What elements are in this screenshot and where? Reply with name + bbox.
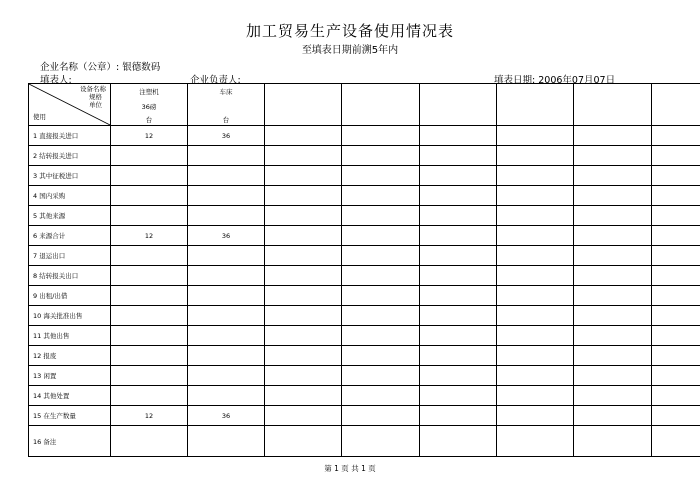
value-cell (111, 306, 188, 326)
value-cell (574, 306, 652, 326)
value-cell (420, 406, 497, 426)
manager-label: 企业负责人: (190, 75, 241, 86)
row-label: 5 其他来源 (29, 206, 111, 226)
value-cell (574, 326, 652, 346)
value-cell (652, 206, 700, 226)
value-cell: 36 (188, 406, 265, 426)
value-cell (420, 266, 497, 286)
row-label: 10 海关批准出售 (29, 306, 111, 326)
table-row (29, 126, 700, 146)
value-cell: 12 (111, 226, 188, 246)
value-cell (342, 226, 420, 246)
value-cell (497, 406, 574, 426)
row-label: 2 结转报关进口 (29, 146, 111, 166)
value-cell (497, 246, 574, 266)
row-label: 7 退运出口 (29, 246, 111, 266)
column-header-5 (420, 84, 497, 126)
value-cell (188, 346, 265, 366)
value-cell (497, 206, 574, 226)
value-cell (111, 266, 188, 286)
value-cell (497, 326, 574, 346)
value-cell (497, 306, 574, 326)
value-cell (497, 226, 574, 246)
value-cell (420, 146, 497, 166)
value-cell (574, 426, 652, 457)
value-cell (652, 426, 700, 457)
value-cell (420, 306, 497, 326)
value-cell (574, 146, 652, 166)
row-label: 14 其他处置 (29, 386, 111, 406)
value-cell (497, 126, 574, 146)
value-cell (420, 226, 497, 246)
value-cell (652, 126, 700, 146)
value-cell (111, 366, 188, 386)
value-cell (265, 326, 342, 346)
value-cell (652, 386, 700, 406)
corner-unit-label: 单位 (89, 101, 102, 109)
value-cell (265, 346, 342, 366)
equipment-spec: 36磅 (141, 103, 157, 111)
value-cell (420, 246, 497, 266)
value-cell (188, 206, 265, 226)
value-cell (342, 346, 420, 366)
table-row (29, 246, 700, 266)
value-cell (111, 326, 188, 346)
value-cell (497, 286, 574, 306)
value-cell (265, 146, 342, 166)
value-cell (265, 226, 342, 246)
value-cell (497, 146, 574, 166)
value-cell: 12 (111, 126, 188, 146)
table-row (29, 166, 700, 186)
value-cell (574, 266, 652, 286)
row-label: 9 出租/出借 (29, 286, 111, 306)
value-cell (652, 246, 700, 266)
value-cell (574, 346, 652, 366)
column-header-4 (342, 84, 420, 126)
value-cell (188, 166, 265, 186)
value-cell (574, 226, 652, 246)
page-number: 第 1 页 共 1 页 (324, 464, 376, 473)
value-cell (188, 326, 265, 346)
value-cell (188, 286, 265, 306)
value-cell (111, 426, 188, 457)
header-row (29, 84, 700, 126)
value-cell (574, 366, 652, 386)
value-cell (342, 146, 420, 166)
value-cell (342, 326, 420, 346)
value-cell (111, 206, 188, 226)
equipment-name: 注塑机 (139, 88, 159, 96)
table-row (29, 146, 700, 166)
value-cell (111, 286, 188, 306)
row-label: 1 直接报关进口 (29, 126, 111, 146)
value-cell (497, 266, 574, 286)
value-cell (188, 186, 265, 206)
value-cell (652, 286, 700, 306)
value-cell (652, 346, 700, 366)
row-label: 11 其他出售 (29, 326, 111, 346)
value-cell (574, 186, 652, 206)
value-cell (420, 386, 497, 406)
row-label: 16 备注 (29, 426, 111, 457)
value-cell (342, 386, 420, 406)
value-cell (652, 306, 700, 326)
row-label: 12 报废 (29, 346, 111, 366)
value-cell (574, 206, 652, 226)
corner-use-label: 使用 (33, 113, 46, 121)
value-cell (574, 286, 652, 306)
table-row (29, 186, 700, 206)
value-cell (265, 206, 342, 226)
value-cell (265, 366, 342, 386)
value-cell (265, 426, 342, 457)
value-cell (652, 406, 700, 426)
row-label: 15 在生产数量 (29, 406, 111, 426)
corner-name-label: 设备名称 (80, 85, 106, 93)
table-row (29, 366, 700, 386)
value-cell (265, 386, 342, 406)
table-row (29, 326, 700, 346)
value-cell (420, 366, 497, 386)
row-label: 6 来源合计 (29, 226, 111, 246)
value-cell (265, 246, 342, 266)
value-cell (342, 186, 420, 206)
equipment-usage-table (28, 83, 700, 457)
filler-label: 填表人: (40, 75, 72, 86)
company-name-label: 企业名称（公章）: (40, 62, 120, 73)
fill-date-label: 填表日期: (494, 75, 536, 86)
column-header-2 (188, 84, 265, 126)
value-cell (420, 326, 497, 346)
value-cell: 36 (188, 226, 265, 246)
row-label: 3 其中征税进口 (29, 166, 111, 186)
value-cell (420, 426, 497, 457)
row-label: 8 结转报关出口 (29, 266, 111, 286)
value-cell (652, 166, 700, 186)
table-row (29, 346, 700, 366)
value-cell (652, 186, 700, 206)
value-cell (574, 126, 652, 146)
value-cell (574, 386, 652, 406)
fill-date-value: 2006年07月07日 (538, 75, 616, 86)
value-cell (420, 346, 497, 366)
value-cell (188, 306, 265, 326)
value-cell (652, 266, 700, 286)
table-row (29, 226, 700, 246)
table-row (29, 286, 700, 306)
value-cell (420, 186, 497, 206)
value-cell (265, 286, 342, 306)
form-subtitle: 至填表日期前溯5年内 (301, 45, 399, 56)
value-cell (497, 186, 574, 206)
value-cell (342, 426, 420, 457)
table-row (29, 406, 700, 426)
value-cell (574, 406, 652, 426)
value-cell (342, 266, 420, 286)
value-cell (111, 186, 188, 206)
value-cell (497, 166, 574, 186)
value-cell (342, 166, 420, 186)
value-cell (342, 286, 420, 306)
value-cell (188, 266, 265, 286)
value-cell: 36 (188, 126, 265, 146)
value-cell (342, 126, 420, 146)
value-cell (342, 306, 420, 326)
value-cell (497, 426, 574, 457)
value-cell (652, 146, 700, 166)
column-header-8 (652, 84, 700, 126)
value-cell (188, 246, 265, 266)
table-row (29, 206, 700, 226)
value-cell (111, 146, 188, 166)
value-cell: 12 (111, 406, 188, 426)
table-row (29, 386, 700, 406)
value-cell (265, 266, 342, 286)
value-cell (652, 326, 700, 346)
value-cell (342, 406, 420, 426)
company-name-value: 银德数码 (122, 62, 161, 73)
row-label: 4 国内采购 (29, 186, 111, 206)
column-header-7 (574, 84, 652, 126)
value-cell (652, 226, 700, 246)
form-title: 加工贸易生产设备使用情况表 (245, 22, 454, 40)
value-cell (188, 366, 265, 386)
value-cell (265, 306, 342, 326)
value-cell (111, 386, 188, 406)
value-cell (420, 166, 497, 186)
table-row (29, 306, 700, 326)
value-cell (342, 206, 420, 226)
table-row (29, 426, 700, 457)
value-cell (652, 366, 700, 386)
value-cell (188, 386, 265, 406)
value-cell (497, 386, 574, 406)
column-header-6 (497, 84, 574, 126)
value-cell (420, 286, 497, 306)
column-header-3 (265, 84, 342, 126)
value-cell (574, 246, 652, 266)
column-header-1 (111, 84, 188, 126)
corner-spec-label: 规格 (89, 93, 102, 101)
equipment-unit: 台 (222, 116, 230, 124)
value-cell (265, 406, 342, 426)
value-cell (111, 166, 188, 186)
value-cell (497, 346, 574, 366)
value-cell (265, 186, 342, 206)
value-cell (342, 246, 420, 266)
equipment-unit: 台 (145, 116, 153, 124)
value-cell (574, 166, 652, 186)
value-cell (420, 126, 497, 146)
value-cell (188, 426, 265, 457)
corner-header-cell (29, 84, 111, 126)
value-cell (111, 246, 188, 266)
equipment-name: 车床 (219, 88, 233, 96)
table-row (29, 266, 700, 286)
value-cell (420, 206, 497, 226)
row-label: 13 闲置 (29, 366, 111, 386)
value-cell (265, 166, 342, 186)
company-name-line (40, 59, 160, 73)
value-cell (188, 146, 265, 166)
value-cell (497, 366, 574, 386)
value-cell (111, 346, 188, 366)
value-cell (265, 126, 342, 146)
value-cell (342, 366, 420, 386)
